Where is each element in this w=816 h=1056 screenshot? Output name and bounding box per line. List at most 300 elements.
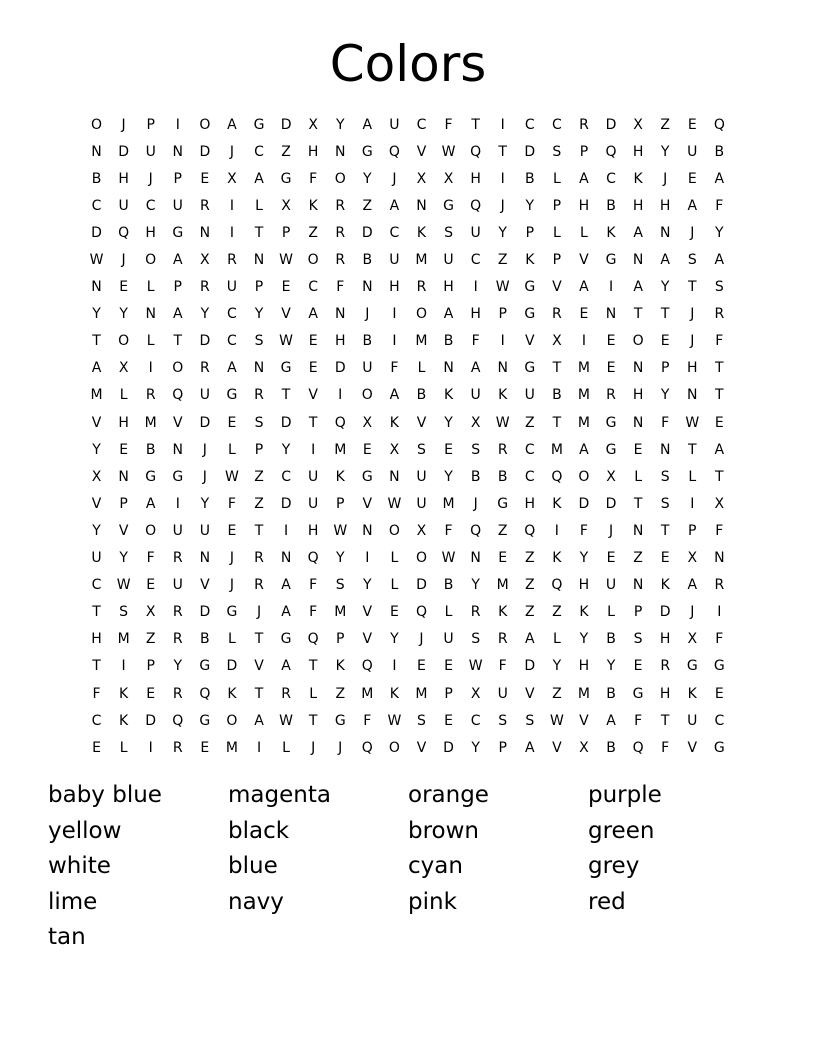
grid-letter: E [362, 441, 372, 458]
grid-letter: T [92, 604, 101, 621]
grid-letter: V [172, 414, 183, 431]
grid-letter: L [607, 604, 615, 621]
grid-letter: E [444, 658, 453, 675]
grid-letter: U [389, 252, 400, 269]
grid-letter: J [121, 116, 126, 133]
grid-letter: L [580, 224, 588, 241]
word-list-item: blue [228, 853, 278, 880]
grid-letter: I [392, 658, 397, 675]
grid-letter: H [632, 197, 644, 214]
grid-row [83, 382, 733, 409]
grid-letter: S [498, 712, 508, 729]
grid-letter: I [175, 116, 180, 133]
grid-letter: P [688, 522, 697, 539]
grid-letter: U [91, 550, 102, 567]
grid-letter: D [199, 414, 211, 431]
grid-letter: A [579, 279, 589, 296]
grid-letter: T [173, 333, 183, 350]
grid-letter: U [199, 522, 210, 539]
grid-letter: C [91, 577, 102, 594]
grid-letter: I [500, 333, 505, 350]
grid-letter: I [500, 170, 505, 187]
grid-letter: U [416, 495, 427, 512]
grid-letter: E [119, 441, 129, 458]
grid-letter: Y [390, 631, 399, 648]
grid-letter: J [229, 143, 234, 160]
grid-letter: V [91, 495, 102, 512]
grid-letter: S [417, 712, 426, 729]
grid-letter: H [470, 170, 481, 187]
grid-letter: Y [119, 306, 128, 323]
grid-letter: T [254, 522, 264, 539]
grid-letter: P [498, 306, 507, 323]
grid-letter: X [633, 116, 643, 133]
grid-letter: N [145, 306, 156, 323]
grid-letter: A [281, 577, 291, 594]
grid-letter: X [714, 495, 725, 512]
grid-letter: Y [606, 658, 616, 675]
grid-letter: K [498, 387, 508, 404]
grid-letter: Q [334, 414, 346, 431]
grid-row [83, 707, 733, 734]
letter-grid [83, 111, 733, 761]
grid-letter: B [524, 170, 535, 187]
grid-letter: X [552, 333, 562, 350]
grid-letter: K [579, 604, 589, 621]
grid-letter: Z [524, 414, 535, 431]
grid-letter: K [687, 685, 697, 702]
grid-letter: A [389, 387, 400, 404]
grid-letter: N [253, 252, 265, 269]
grid-letter: D [524, 143, 536, 160]
grid-letter: N [362, 522, 373, 539]
grid-letter: V [579, 252, 589, 269]
grid-letter: Q [172, 712, 184, 729]
grid-letter: B [362, 252, 373, 269]
grid-letter: R [497, 631, 508, 648]
grid-letter: N [91, 143, 102, 160]
grid-letter: G [524, 306, 536, 323]
grid-letter: B [714, 143, 725, 160]
grid-letter: E [687, 116, 697, 133]
grid-letter: N [443, 360, 454, 377]
grid-letter: Y [660, 279, 670, 296]
grid-letter: J [338, 739, 343, 756]
grid-letter: A [227, 116, 237, 133]
grid-letter: I [148, 739, 153, 756]
grid-letter: X [470, 685, 481, 702]
grid-letter: N [632, 360, 644, 377]
grid-letter: M [334, 604, 347, 621]
grid-letter: Y [173, 658, 183, 675]
grid-letter: B [497, 468, 508, 485]
grid-letter: N [199, 224, 211, 241]
grid-letter: X [145, 604, 156, 621]
grid-letter: R [172, 739, 183, 756]
grid-letter: I [690, 495, 695, 512]
grid-row [83, 490, 733, 517]
grid-letter: Y [471, 577, 480, 594]
grid-letter: I [175, 495, 180, 512]
grid-letter: R [416, 279, 427, 296]
grid-letter: Y [335, 550, 345, 567]
grid-letter: U [172, 522, 183, 539]
grid-letter: Y [92, 522, 101, 539]
grid-letter: C [524, 468, 535, 485]
grid-letter: H [578, 197, 590, 214]
grid-letter: Z [524, 604, 535, 621]
grid-letter: N [632, 252, 644, 269]
grid-letter: G [713, 658, 725, 675]
grid-letter: H [470, 306, 481, 323]
grid-letter: Q [307, 631, 319, 648]
grid-letter: D [605, 495, 617, 512]
grid-letter: A [525, 631, 535, 648]
grid-letter: Y [660, 143, 670, 160]
grid-letter: X [416, 522, 427, 539]
grid-letter: N [172, 143, 184, 160]
grid-letter: M [361, 685, 374, 702]
grid-letter: G [334, 712, 346, 729]
grid-letter: T [552, 360, 562, 377]
grid-letter: Q [470, 522, 482, 539]
grid-letter: G [605, 414, 617, 431]
grid-letter: Q [361, 658, 373, 675]
grid-letter: S [254, 414, 264, 431]
grid-letter: M [415, 252, 428, 269]
grid-letter: A [714, 441, 725, 458]
grid-letter: S [119, 604, 129, 621]
grid-letter: W [441, 143, 456, 160]
grid-letter: J [311, 739, 316, 756]
grid-letter: O [578, 468, 590, 485]
grid-row [83, 138, 733, 165]
word-list-item: green [588, 817, 655, 844]
grid-letter: A [525, 739, 535, 756]
grid-letter: S [471, 441, 481, 458]
grid-letter: C [227, 333, 237, 350]
grid-letter: N [687, 387, 698, 404]
grid-letter: U [308, 495, 319, 512]
grid-letter: B [443, 333, 454, 350]
grid-letter: O [415, 306, 427, 323]
grid-letter: B [606, 739, 616, 756]
grid-letter: K [227, 685, 237, 702]
grid-letter: S [254, 333, 264, 350]
grid-letter: U [199, 387, 210, 404]
grid-letter: Q [199, 685, 211, 702]
grid-letter: Y [200, 495, 210, 512]
grid-letter: T [254, 631, 264, 648]
grid-letter: R [660, 658, 671, 675]
grid-letter: L [417, 360, 426, 377]
grid-letter: J [229, 550, 234, 567]
grid-letter: T [92, 658, 101, 675]
grid-letter: L [119, 739, 128, 756]
grid-letter: I [229, 224, 234, 241]
grid-row [83, 653, 733, 680]
grid-letter: L [552, 631, 561, 648]
grid-letter: Z [633, 550, 643, 567]
grid-letter: X [416, 170, 427, 187]
grid-letter: M [334, 441, 347, 458]
grid-letter: V [91, 414, 102, 431]
grid-letter: F [715, 522, 724, 539]
grid-letter: J [419, 631, 424, 648]
grid-letter: I [554, 522, 559, 539]
grid-letter: T [715, 468, 724, 485]
grid-letter: E [687, 170, 697, 187]
word-list-item: tan [48, 924, 86, 951]
grid-letter: F [661, 414, 670, 431]
grid-letter: S [335, 577, 345, 594]
grid-letter: R [335, 197, 346, 214]
grid-letter: P [146, 116, 155, 133]
word-list-item: magenta [228, 782, 331, 808]
grid-letter: Z [524, 577, 535, 594]
grid-letter: Z [497, 252, 508, 269]
grid-letter: P [498, 739, 507, 756]
grid-letter: J [148, 170, 153, 187]
grid-letter: Q [415, 604, 427, 621]
grid-letter: E [200, 739, 210, 756]
grid-letter: G [443, 197, 454, 214]
grid-letter: N [335, 306, 346, 323]
grid-letter: P [119, 495, 128, 512]
grid-letter: U [172, 197, 183, 214]
grid-letter: R [172, 631, 183, 648]
grid-letter: R [254, 550, 264, 567]
grid-letter: B [470, 468, 481, 485]
grid-letter: O [415, 550, 427, 567]
grid-letter: G [226, 604, 238, 621]
grid-letter: L [390, 577, 399, 594]
grid-letter: M [577, 685, 590, 702]
grid-letter: J [690, 224, 695, 241]
grid-letter: B [362, 333, 373, 350]
grid-letter: I [229, 197, 234, 214]
grid-letter: L [119, 387, 128, 404]
grid-letter: I [365, 550, 370, 567]
grid-letter: D [199, 604, 211, 621]
grid-letter: A [389, 197, 400, 214]
grid-letter: T [308, 712, 318, 729]
grid-letter: E [714, 685, 724, 702]
grid-letter: W [333, 522, 348, 539]
grid-letter: Q [632, 739, 644, 756]
grid-letter: M [442, 495, 455, 512]
grid-letter: V [552, 279, 562, 296]
grid-letter: M [577, 387, 590, 404]
grid-letter: J [608, 522, 614, 539]
word-list-item: grey [588, 853, 640, 880]
grid-letter: G [199, 658, 211, 675]
grid-letter: L [282, 739, 290, 756]
grid-letter: U [524, 387, 535, 404]
grid-letter: W [468, 658, 483, 675]
grid-letter: Y [660, 387, 670, 404]
grid-letter: E [92, 739, 101, 756]
grid-letter: D [280, 495, 292, 512]
grid-letter: V [687, 739, 698, 756]
grid-letter: H [686, 360, 698, 377]
word-list-item: lime [48, 888, 98, 915]
grid-letter: L [444, 604, 453, 621]
grid-letter: U [497, 685, 508, 702]
grid-letter: Y [119, 550, 128, 567]
word-list-item: red [588, 888, 626, 915]
grid-letter: Q [361, 739, 373, 756]
grid-letter: B [606, 685, 616, 702]
grid-letter: V [525, 333, 535, 350]
grid-letter: A [606, 712, 616, 729]
grid-letter: G [226, 387, 238, 404]
grid-letter: P [336, 631, 345, 648]
grid-letter: U [470, 224, 481, 241]
grid-letter: K [660, 577, 670, 594]
grid-letter: R [145, 387, 156, 404]
grid-letter: S [714, 279, 724, 296]
grid-letter: E [227, 522, 237, 539]
grid-letter: P [146, 658, 155, 675]
grid-letter: Z [145, 631, 156, 648]
grid-letter: X [687, 550, 698, 567]
grid-letter: U [470, 387, 481, 404]
grid-letter: N [280, 550, 292, 567]
grid-letter: G [280, 360, 292, 377]
word-list-item: black [228, 817, 290, 844]
grid-letter: G [361, 468, 373, 485]
word-list-item: brown [408, 817, 480, 844]
grid-letter: D [416, 577, 427, 594]
grid-letter: H [443, 279, 454, 296]
grid-letter: R [172, 685, 183, 702]
grid-letter: U [416, 468, 427, 485]
grid-letter: A [254, 170, 264, 187]
grid-letter: I [392, 306, 397, 323]
grid-letter: U [362, 360, 373, 377]
grid-letter: Z [335, 685, 346, 702]
grid-row [83, 626, 733, 653]
grid-letter: H [632, 143, 644, 160]
grid-letter: D [226, 658, 238, 675]
grid-letter: R [714, 306, 725, 323]
grid-letter: C [714, 712, 725, 729]
grid-letter: C [606, 170, 616, 187]
grid-letter: K [633, 170, 643, 187]
grid-letter: J [663, 170, 668, 187]
grid-letter: R [199, 279, 210, 296]
grid-letter: A [687, 197, 698, 214]
word-list-item: orange [408, 782, 489, 808]
grid-letter: J [229, 577, 234, 594]
grid-letter: A [91, 360, 102, 377]
grid-letter: A [579, 441, 589, 458]
grid-letter: T [660, 712, 670, 729]
grid-letter: N [632, 522, 644, 539]
grid-letter: T [687, 279, 697, 296]
grid-letter: Q [605, 143, 617, 160]
grid-letter: R [254, 577, 264, 594]
grid-letter: K [552, 495, 562, 512]
word-list [48, 778, 768, 956]
grid-letter: E [714, 414, 724, 431]
grid-letter: E [660, 550, 670, 567]
grid-letter: T [281, 387, 291, 404]
grid-letter: P [525, 224, 535, 241]
grid-letter: G [172, 224, 184, 241]
grid-letter: G [686, 658, 698, 675]
grid-letter: B [606, 631, 616, 648]
grid-letter: E [417, 658, 426, 675]
grid-letter: T [308, 414, 318, 431]
grid-letter: I [338, 387, 343, 404]
grid-letter: J [473, 495, 478, 512]
grid-letter: J [690, 306, 695, 323]
grid-letter: M [577, 360, 590, 377]
grid-letter: C [524, 441, 535, 458]
grid-letter: D [524, 658, 536, 675]
grid-letter: N [389, 468, 400, 485]
grid-letter: T [660, 306, 670, 323]
word-list-item: pink [408, 888, 457, 915]
grid-letter: A [362, 116, 373, 133]
grid-letter: Y [471, 739, 480, 756]
grid-letter: T [498, 143, 507, 160]
grid-letter: V [200, 577, 210, 594]
grid-letter: D [118, 143, 129, 160]
grid-row [83, 111, 733, 138]
grid-letter: F [579, 522, 588, 539]
grid-letter: K [119, 712, 129, 729]
grid-letter: F [227, 495, 236, 512]
grid-letter: R [335, 224, 346, 241]
grid-letter: T [660, 522, 670, 539]
grid-letter: K [606, 224, 616, 241]
grid-letter: O [334, 170, 346, 187]
grid-letter: F [715, 197, 724, 214]
grid-letter: O [632, 333, 644, 350]
grid-letter: E [227, 414, 237, 431]
grid-letter: B [200, 631, 210, 648]
grid-letter: X [308, 116, 318, 133]
grid-letter: W [387, 495, 402, 512]
grid-letter: F [471, 333, 480, 350]
grid-letter: C [389, 224, 400, 241]
grid-letter: A [281, 604, 291, 621]
grid-letter: I [581, 333, 587, 350]
grid-letter: J [690, 333, 695, 350]
grid-letter: Z [308, 224, 318, 241]
grid-letter: Q [713, 116, 725, 133]
grid-letter: D [280, 414, 292, 431]
grid-row [83, 545, 733, 572]
grid-letter: N [172, 441, 184, 458]
grid-letter: B [91, 170, 102, 187]
grid-letter: F [309, 604, 318, 621]
grid-letter: D [280, 116, 292, 133]
grid-letter: O [118, 333, 130, 350]
grid-letter: H [91, 631, 102, 648]
grid-letter: V [308, 387, 318, 404]
grid-letter: E [119, 279, 129, 296]
grid-letter: L [146, 333, 155, 350]
grid-letter: X [200, 252, 210, 269]
grid-letter: G [361, 143, 373, 160]
grid-letter: Y [579, 550, 589, 567]
grid-letter: J [202, 441, 207, 458]
grid-letter: I [148, 360, 153, 377]
